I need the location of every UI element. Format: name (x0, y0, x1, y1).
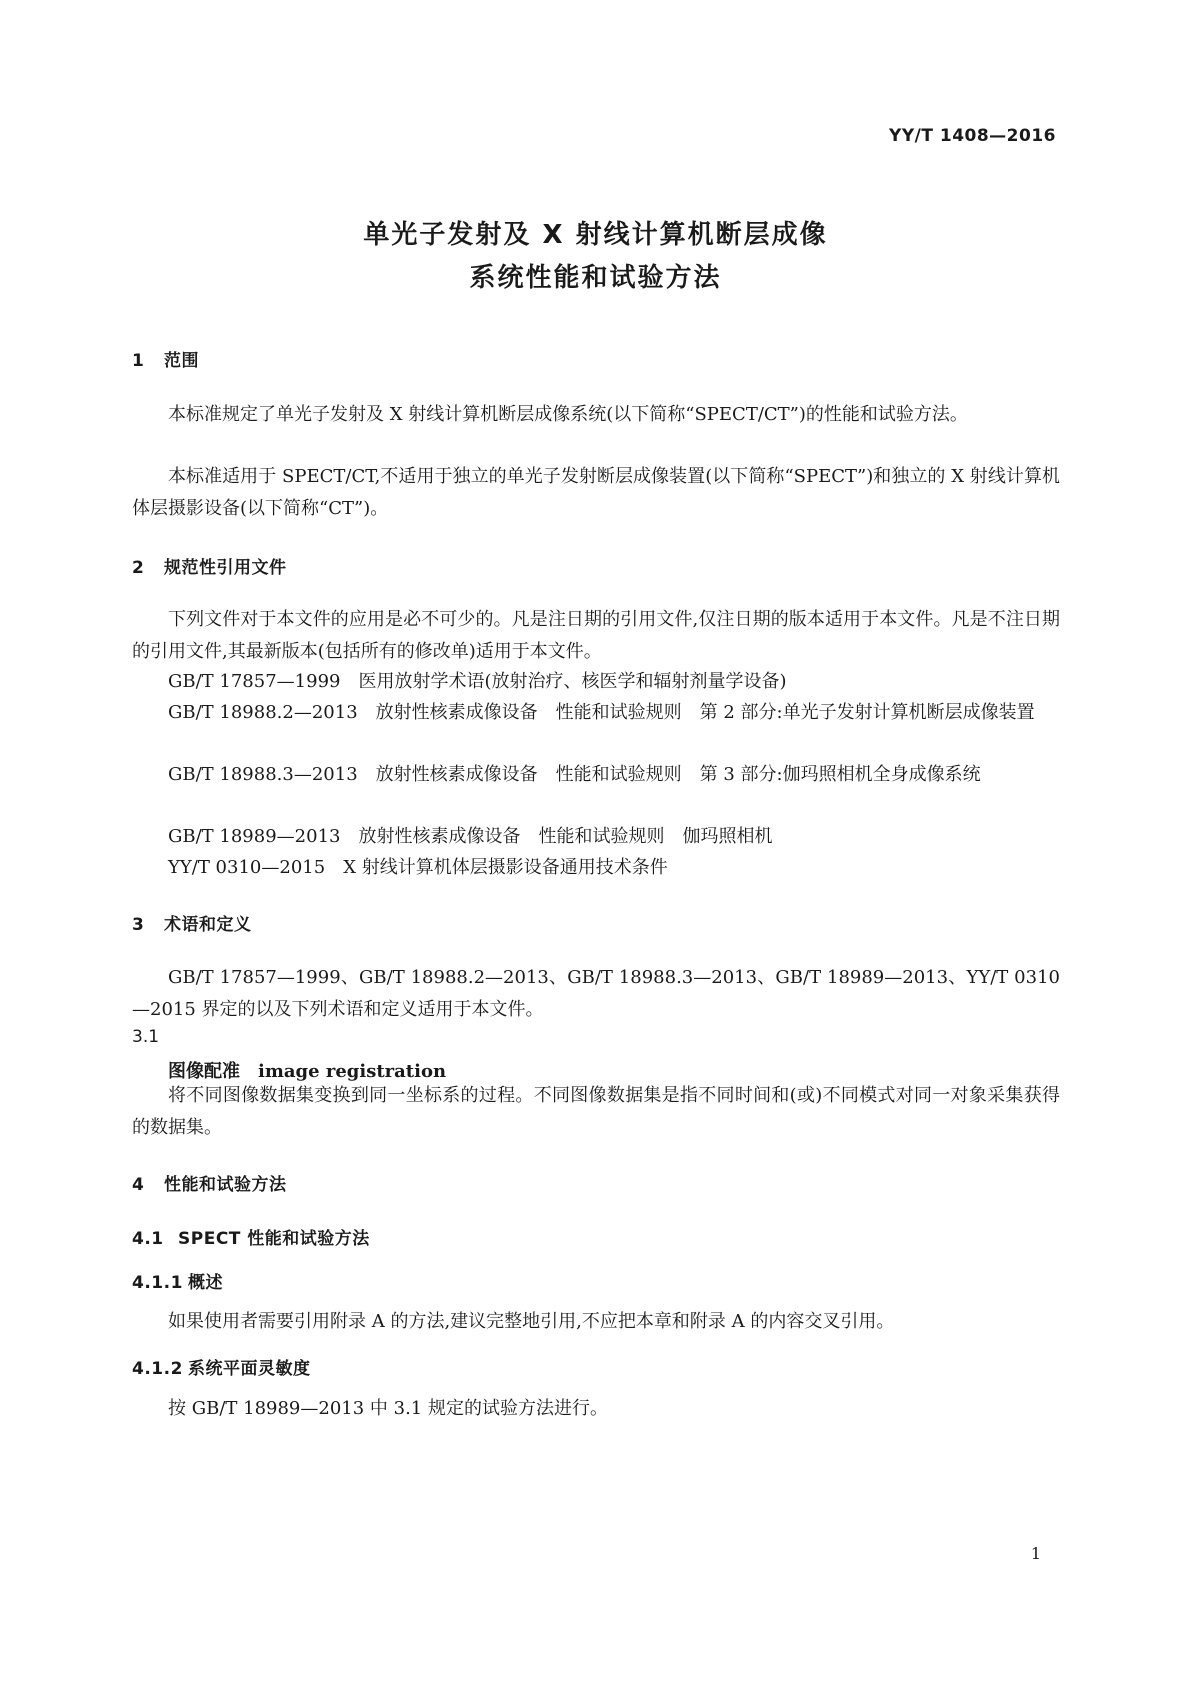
section-2-heading (132, 553, 287, 578)
reference-code: YY/T 0310—2015 (168, 857, 326, 878)
term-chinese: 图像配准 (168, 1061, 240, 1082)
reference-title: 放射性核素成像设备 性能和试验规则 第 2 部分:单光子发射计算机断层成像装置 (375, 702, 1035, 723)
section-number: 2 (132, 558, 145, 578)
document-title-line1: 单光子发射及 X 射线计算机断层成像 (363, 220, 828, 250)
reference-code: GB/T 17857—1999 (168, 671, 341, 692)
subsection-4-1-1-heading (132, 1268, 223, 1293)
reference-item (132, 666, 1060, 698)
reference-code: GB/T 18988.2—2013 (168, 702, 358, 723)
section-number: 4.1 (132, 1229, 164, 1249)
section-title: SPECT 性能和试验方法 (178, 1229, 370, 1249)
section-title: 范围 (164, 351, 199, 371)
section-title: 术语和定义 (164, 915, 252, 935)
scope-paragraph-1: 本标准规定了单光子发射及 X 射线计算机断层成像系统(以下简称“SPECT/CT”)的性能和试验方法。 (168, 404, 968, 425)
term-english: image registration (258, 1061, 447, 1082)
scope-paragraph-2: 本标准适用于 SPECT/CT,不适用于独立的单光子发射断层成像装置(以下简称“SPECT”)和独立的 X 射线计算机体层摄影设备(以下简称“CT”)。 (132, 466, 1060, 519)
section-number: 4.1.2 (132, 1359, 183, 1379)
subsection-4-1-heading (132, 1224, 370, 1249)
section-number: 4.1.1 (132, 1273, 183, 1293)
reference-title: X 射线计算机体层摄影设备通用技术条件 (343, 857, 668, 878)
reference-title: 医用放射学术语(放射治疗、核医学和辐射剂量学设备) (358, 671, 787, 692)
section-title: 系统平面灵敏度 (188, 1359, 311, 1379)
reference-item (132, 697, 1060, 729)
section-3-heading (132, 910, 252, 935)
reference-item (132, 821, 1060, 853)
reference-title: 放射性核素成像设备 性能和试验规则 第 3 部分:伽玛照相机全身成像系统 (375, 764, 981, 785)
section-number: 4 (132, 1175, 145, 1195)
normative-references-intro: 下列文件对于本文件的应用是必不可少的。凡是注日期的引用文件,仅注日期的版本适用于本文件。凡是不注日期的引用文件,其最新版本(包括所有的修改单)适用于本文件。 (132, 609, 1060, 662)
section-title: 规范性引用文件 (164, 558, 287, 578)
section-1-heading (132, 346, 199, 371)
term-number: 3.1 (132, 1027, 160, 1047)
document-title-line2: 系统性能和试验方法 (469, 263, 722, 293)
term-definition: 将不同图像数据集变换到同一坐标系的过程。不同图像数据集是指不同时间和(或)不同模式对同一对象采集获得的数据集。 (132, 1085, 1060, 1138)
section-number: 3 (132, 915, 145, 935)
reference-title: 放射性核素成像设备 性能和试验规则 伽玛照相机 (358, 826, 773, 847)
section-4-heading (132, 1170, 287, 1195)
section-title: 概述 (188, 1273, 223, 1293)
planar-sensitivity-paragraph: 按 GB/T 18989—2013 中 3.1 规定的试验方法进行。 (168, 1398, 608, 1419)
reference-item (132, 759, 1060, 791)
terms-intro-paragraph: GB/T 17857—1999、GB/T 18988.2—2013、GB/T 18988.3—2013、GB/T 18989—2013、YY/T 0310—2015 界定的以及下列术语和定义适用于本文件。 (132, 967, 1060, 1020)
overview-paragraph: 如果使用者需要引用附录 A 的方法,建议完整地引用,不应把本章和附录 A 的内容交叉引用。 (168, 1311, 895, 1332)
subsection-4-1-2-heading (132, 1354, 311, 1379)
reference-item (132, 852, 1060, 884)
reference-code: GB/T 18989—2013 (168, 826, 341, 847)
reference-code: GB/T 18988.3—2013 (168, 764, 358, 785)
page-number: 1 (1030, 1544, 1041, 1563)
section-number: 1 (132, 351, 145, 371)
section-title: 性能和试验方法 (164, 1175, 287, 1195)
standard-code: YY/T 1408—2016 (889, 126, 1056, 146)
